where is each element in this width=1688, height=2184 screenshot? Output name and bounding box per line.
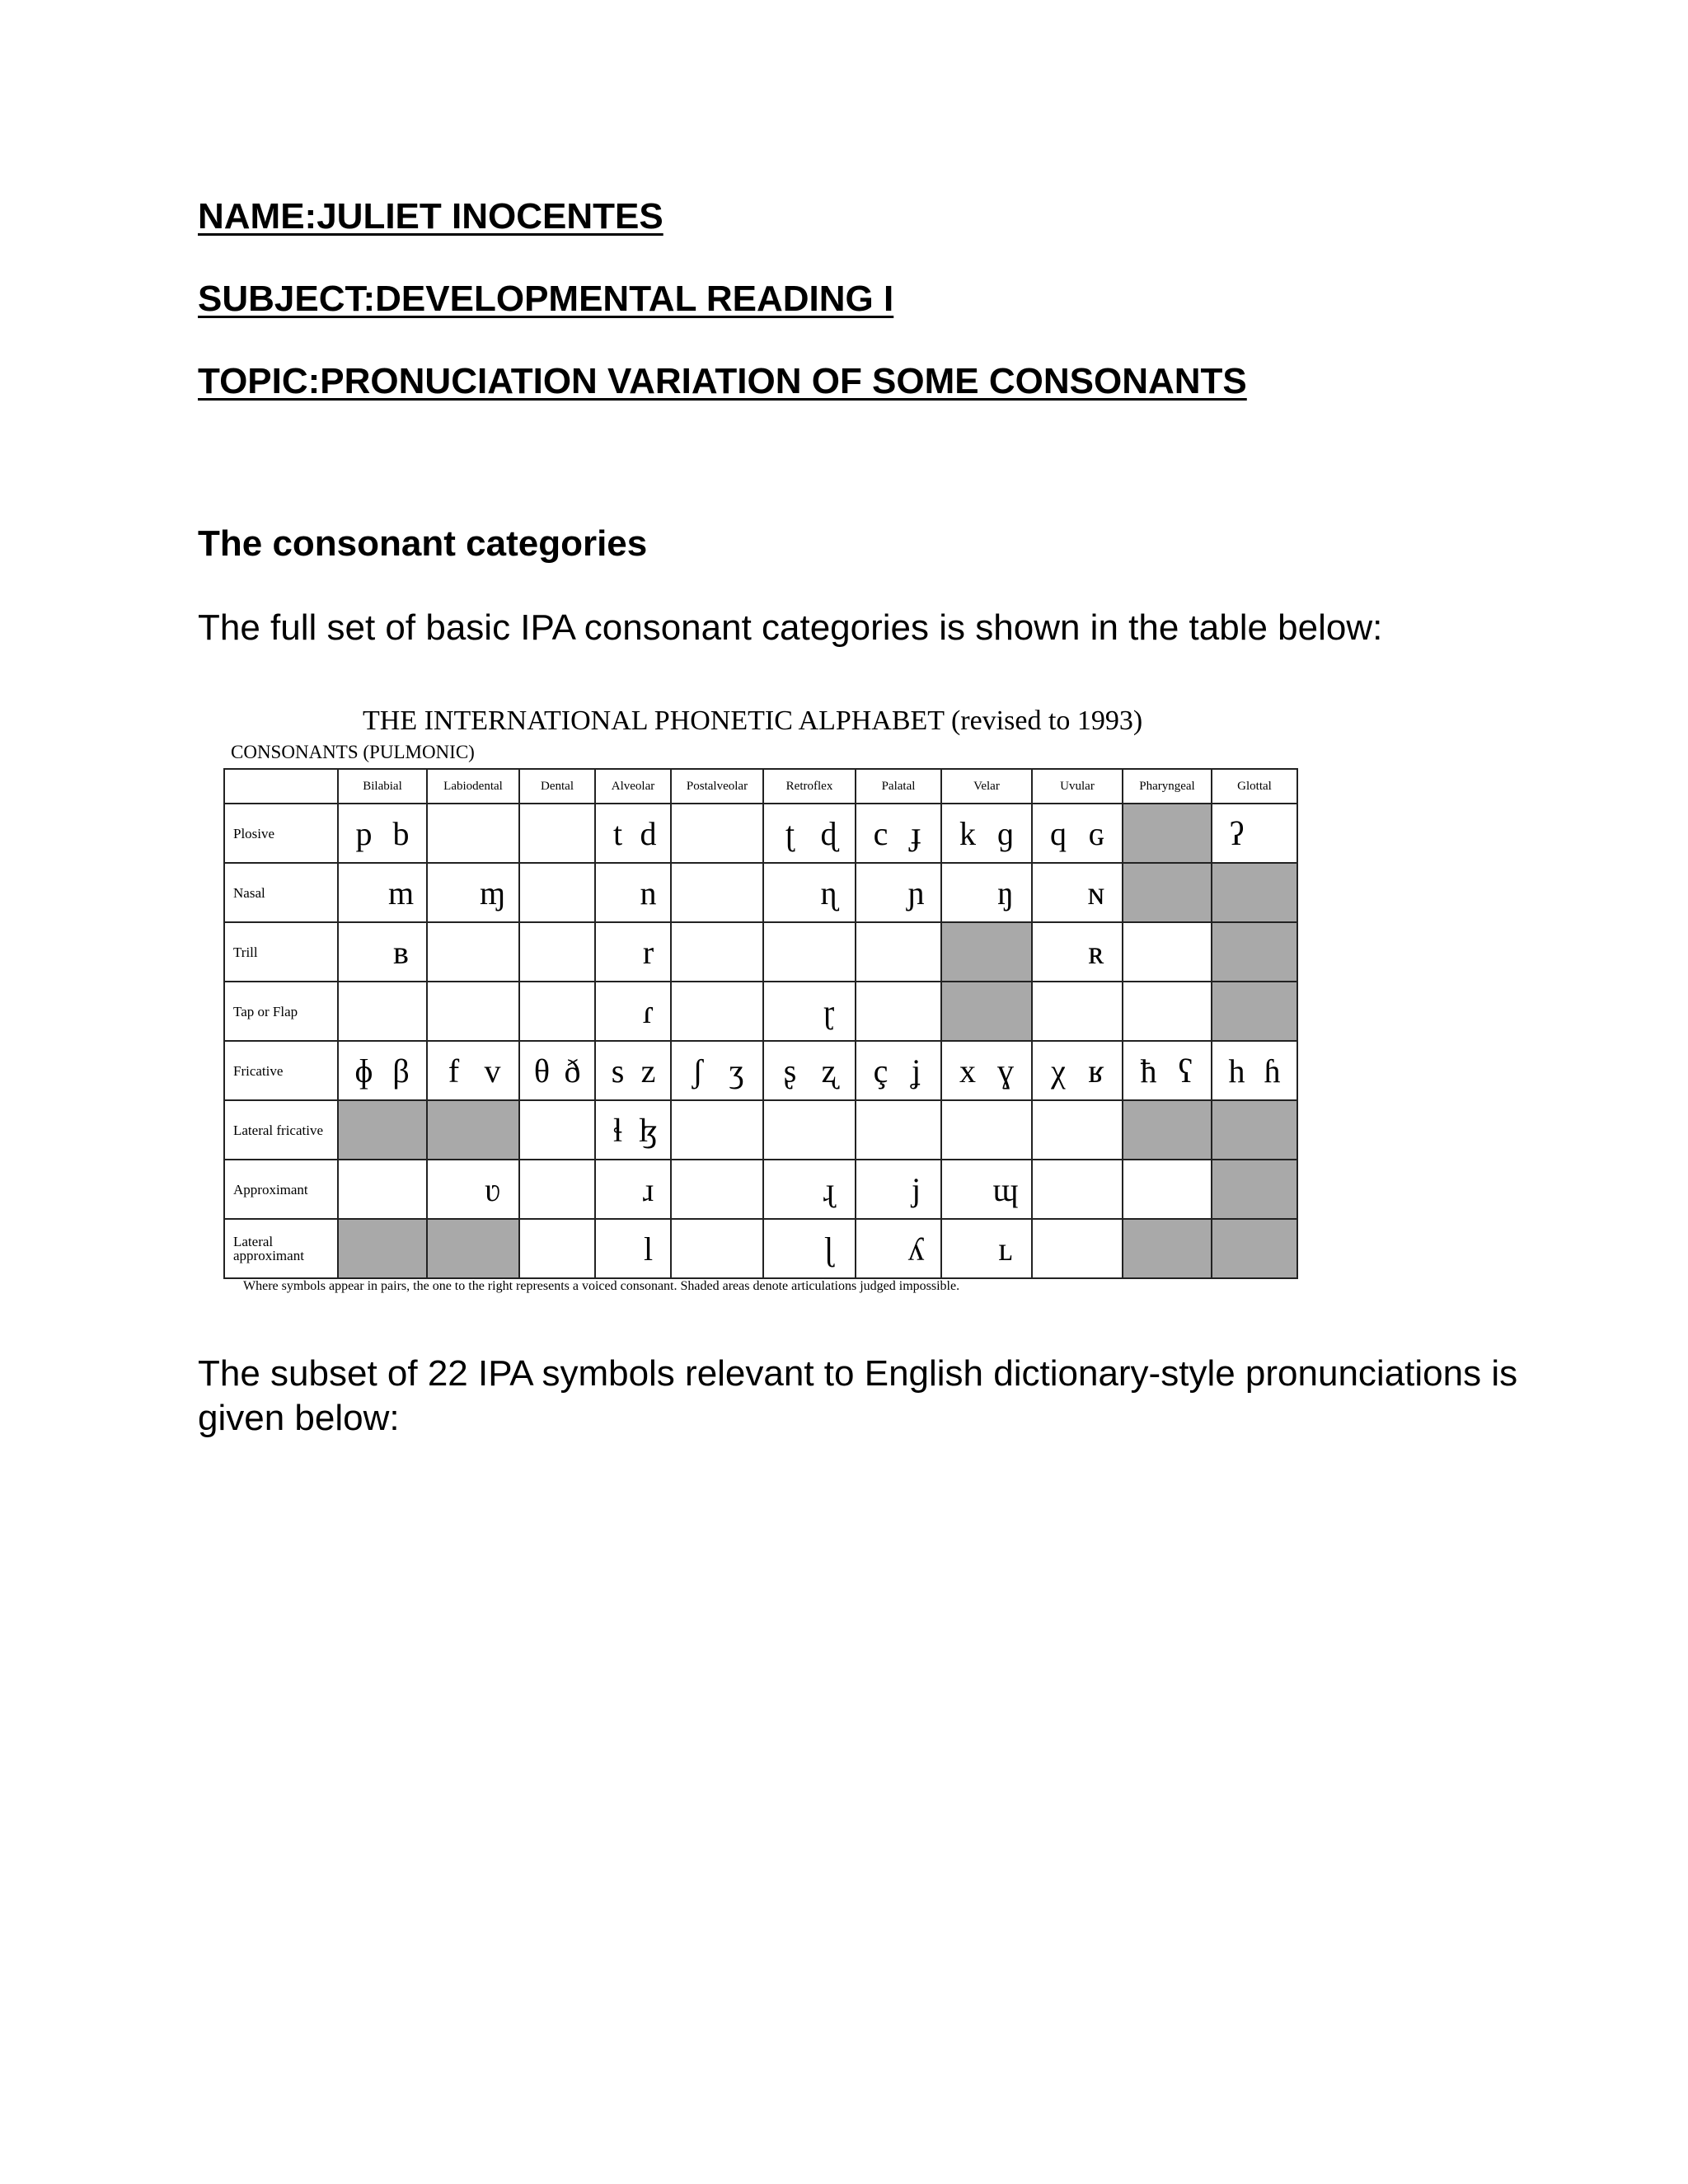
voiced-symbol: ɖ — [820, 814, 837, 852]
ipa-cell — [671, 1041, 763, 1100]
ipa-row — [224, 1100, 1297, 1160]
voiced-symbol: d — [640, 814, 657, 852]
ipa-cell — [1032, 1219, 1123, 1278]
voiced-symbol: ʋ — [485, 1170, 500, 1208]
ipa-cell — [519, 863, 595, 922]
ipa-cell — [1123, 1160, 1212, 1219]
voiceless-symbol: ʈ — [785, 814, 795, 852]
ipa-cell — [595, 1160, 671, 1219]
voiced-symbol: ʀ — [1088, 933, 1104, 971]
voiceless-symbol: q — [1050, 814, 1067, 852]
voiced-symbol: j — [911, 1170, 921, 1208]
ipa-cell — [856, 1160, 941, 1219]
column-header: Alveolar — [595, 769, 671, 804]
voiceless-symbol: t — [612, 814, 623, 852]
ipa-cell — [941, 1041, 1032, 1100]
ipa-footnote: Where symbols appear in pairs, the one to the right represents a voiced consonant. Shaded areas denote articulations judged impossible. — [243, 1279, 960, 1293]
ipa-cell — [856, 922, 941, 982]
ipa-cell — [427, 1219, 519, 1278]
ipa-cell — [1212, 1041, 1297, 1100]
ipa-cell — [856, 804, 941, 863]
ipa-cell — [427, 863, 519, 922]
voiced-symbol: ʟ — [998, 1230, 1013, 1268]
column-header: Pharyngeal — [1123, 769, 1212, 804]
ipa-cell — [1032, 804, 1123, 863]
ipa-cell — [519, 982, 595, 1041]
ipa-cell — [427, 922, 519, 982]
ipa-cell — [1032, 1041, 1123, 1100]
voiced-symbol: ɢ — [1088, 814, 1104, 852]
ipa-cell — [941, 1219, 1032, 1278]
ipa-cell — [519, 1160, 595, 1219]
intro-paragraph: The full set of basic IPA consonant categories is shown in the table below: — [198, 607, 1383, 648]
ipa-cell — [595, 804, 671, 863]
voiceless-symbol: k — [959, 814, 976, 852]
ipa-cell — [1123, 982, 1212, 1041]
ipa-cell — [1123, 1219, 1212, 1278]
voiceless-symbol: ʂ — [783, 1052, 797, 1090]
voiceless-symbol: f — [448, 1052, 460, 1090]
voiced-symbol: ʁ — [1088, 1052, 1104, 1090]
ipa-cell — [338, 1041, 427, 1100]
ipa-cell — [941, 863, 1032, 922]
voiceless-symbol: ʃ — [692, 1052, 704, 1090]
ipa-body — [224, 804, 1297, 1278]
column-header: Labiodental — [427, 769, 519, 804]
voiced-symbol: ʙ — [393, 933, 409, 971]
voiceless-symbol: s — [611, 1052, 625, 1090]
subset-paragraph: The subset of 22 IPA symbols relevant to English dictionary-style pronunciations is given below: — [198, 1353, 1518, 1438]
corner-cell — [224, 769, 338, 804]
ipa-cell — [338, 1219, 427, 1278]
ipa-cell — [1212, 1100, 1297, 1160]
ipa-cell — [941, 804, 1032, 863]
topic-line: TOPIC:PRONUCIATION VARIATION OF SOME CONSONANTS — [198, 361, 1247, 401]
voiceless-symbol: ç — [873, 1052, 889, 1090]
ipa-cell — [338, 804, 427, 863]
voiced-symbol: ɳ — [820, 874, 837, 912]
ipa-cell — [1123, 863, 1212, 922]
ipa-cell — [595, 863, 671, 922]
voiced-symbol: ŋ — [997, 874, 1014, 912]
ipa-cell — [1123, 804, 1212, 863]
ipa-cell — [671, 982, 763, 1041]
ipa-cell — [671, 1160, 763, 1219]
ipa-cell — [763, 1100, 856, 1160]
ipa-cell — [671, 863, 763, 922]
ipa-cell — [1212, 1160, 1297, 1219]
subject-line: SUBJECT:DEVELOPMENTAL READING I — [198, 279, 894, 319]
ipa-cell — [763, 982, 856, 1041]
voiced-symbol: ʎ — [907, 1230, 925, 1268]
ipa-cell — [1212, 804, 1297, 863]
ipa-cell — [763, 863, 856, 922]
voiced-symbol: n — [640, 874, 657, 912]
ipa-cell — [519, 1100, 595, 1160]
ipa-cell — [338, 1160, 427, 1219]
ipa-row — [224, 863, 1297, 922]
ipa-row — [224, 1160, 1297, 1219]
ipa-cell — [1032, 863, 1123, 922]
voiceless-symbol: p — [355, 814, 373, 852]
column-header: Dental — [519, 769, 595, 804]
voiced-symbol: ð — [564, 1052, 581, 1090]
column-header: Palatal — [856, 769, 941, 804]
ipa-cell — [338, 1100, 427, 1160]
voiced-symbol: ɭ — [823, 1230, 834, 1268]
ipa-cell — [1212, 1219, 1297, 1278]
ipa-cell — [856, 1219, 941, 1278]
ipa-cell — [595, 982, 671, 1041]
row-label: Trill — [224, 922, 338, 982]
voiceless-symbol: θ — [533, 1052, 551, 1090]
ipa-cell — [427, 982, 519, 1041]
ipa-cell — [941, 1100, 1032, 1160]
voiced-symbol: ɟ — [910, 814, 922, 852]
ipa-cell — [1032, 922, 1123, 982]
voiced-symbol: ɴ — [1088, 874, 1104, 912]
ipa-cell — [763, 804, 856, 863]
column-header: Retroflex — [763, 769, 856, 804]
voiced-symbol: ɽ — [823, 992, 835, 1030]
voiceless-symbol: ɬ — [612, 1111, 623, 1149]
ipa-cell — [1123, 1100, 1212, 1160]
voiceless-symbol: ɸ — [354, 1052, 373, 1090]
ipa-row — [224, 1219, 1297, 1278]
voiced-symbol: z — [640, 1052, 656, 1090]
column-header: Bilabial — [338, 769, 427, 804]
column-header: Glottal — [1212, 769, 1297, 804]
voiced-symbol: ɡ — [997, 814, 1014, 852]
voiceless-symbol: ħ — [1140, 1052, 1157, 1090]
ipa-cell — [1123, 922, 1212, 982]
voiced-symbol: ɮ — [638, 1111, 659, 1149]
ipa-cell — [595, 1219, 671, 1278]
voiceless-symbol: h — [1228, 1052, 1245, 1090]
ipa-cell — [763, 1041, 856, 1100]
voiced-symbol: ʝ — [911, 1052, 921, 1090]
ipa-consonant-chart — [218, 701, 1327, 1315]
voiced-symbol: ɹ — [642, 1170, 654, 1208]
voiced-symbol: ɣ — [997, 1052, 1014, 1090]
row-label: Lateral approximant — [224, 1219, 338, 1278]
section-title: The consonant categories — [198, 523, 648, 564]
voiceless-symbol: χ — [1051, 1052, 1066, 1090]
ipa-cell — [1212, 922, 1297, 982]
ipa-cell — [671, 922, 763, 982]
voiced-symbol: ɲ — [907, 874, 925, 912]
ipa-cell — [595, 922, 671, 982]
ipa-cell — [519, 1041, 595, 1100]
voiced-symbol: β — [392, 1052, 410, 1090]
ipa-cell — [338, 863, 427, 922]
ipa-cell — [427, 1160, 519, 1219]
ipa-cell — [338, 922, 427, 982]
ipa-cell — [941, 1160, 1032, 1219]
ipa-cell — [519, 804, 595, 863]
ipa-cell — [338, 982, 427, 1041]
voiced-symbol: r — [642, 933, 654, 971]
voiced-symbol: ɾ — [642, 992, 654, 1030]
ipa-cell — [856, 1041, 941, 1100]
ipa-cell — [427, 804, 519, 863]
ipa-cell — [1032, 1160, 1123, 1219]
ipa-cell — [427, 1100, 519, 1160]
ipa-chart-title: THE INTERNATIONAL PHONETIC ALPHABET (revised to 1993) — [363, 705, 1143, 736]
ipa-cell — [671, 1219, 763, 1278]
voiced-symbol: b — [392, 814, 410, 852]
column-header: Postalveolar — [671, 769, 763, 804]
ipa-cell — [941, 982, 1032, 1041]
row-label: Nasal — [224, 863, 338, 922]
student-name: NAME:JULIET INOCENTES — [198, 196, 663, 237]
voiceless-symbol: ʔ — [1229, 814, 1245, 852]
ipa-cell — [763, 1160, 856, 1219]
ipa-cell — [763, 1219, 856, 1278]
voiced-symbol: ʕ — [1178, 1052, 1193, 1090]
row-label: Approximant — [224, 1160, 338, 1219]
row-label: Lateral fricative — [224, 1100, 338, 1160]
voiceless-symbol: x — [959, 1052, 976, 1090]
ipa-cell — [1032, 982, 1123, 1041]
ipa-row — [224, 982, 1297, 1041]
voiced-symbol: ɻ — [823, 1170, 835, 1208]
voiced-symbol: ɰ — [992, 1170, 1019, 1208]
voiced-symbol: v — [484, 1052, 501, 1090]
ipa-cell — [671, 1100, 763, 1160]
voiced-symbol: ʐ — [821, 1052, 837, 1090]
ipa-cell — [856, 982, 941, 1041]
ipa-row — [224, 1041, 1297, 1100]
voiced-symbol: ɦ — [1264, 1052, 1281, 1090]
row-label: Plosive — [224, 804, 338, 863]
voiceless-symbol: c — [873, 814, 889, 852]
voiced-symbol: ʒ — [729, 1052, 744, 1090]
voiced-symbol: m — [387, 874, 415, 912]
ipa-row — [224, 922, 1297, 982]
ipa-table — [223, 768, 1298, 1279]
ipa-cell — [1212, 982, 1297, 1041]
row-label: Fricative — [224, 1041, 338, 1100]
ipa-cell — [427, 1041, 519, 1100]
ipa-cell — [519, 922, 595, 982]
ipa-cell — [1212, 863, 1297, 922]
ipa-cell — [595, 1041, 671, 1100]
ipa-cell — [763, 922, 856, 982]
ipa-cell — [595, 1100, 671, 1160]
ipa-header-row — [224, 769, 1297, 804]
ipa-chart-subtitle: CONSONANTS (PULMONIC) — [231, 742, 475, 762]
ipa-cell — [941, 922, 1032, 982]
ipa-cell — [1032, 1100, 1123, 1160]
voiced-symbol: ɱ — [479, 874, 506, 912]
row-label: Tap or Flap — [224, 982, 338, 1041]
voiced-symbol: l — [643, 1230, 654, 1268]
column-header: Uvular — [1032, 769, 1123, 804]
ipa-cell — [856, 1100, 941, 1160]
ipa-cell — [856, 863, 941, 922]
column-header: Velar — [941, 769, 1032, 804]
ipa-cell — [1123, 1041, 1212, 1100]
ipa-row — [224, 804, 1297, 863]
ipa-cell — [671, 804, 763, 863]
ipa-cell — [519, 1219, 595, 1278]
